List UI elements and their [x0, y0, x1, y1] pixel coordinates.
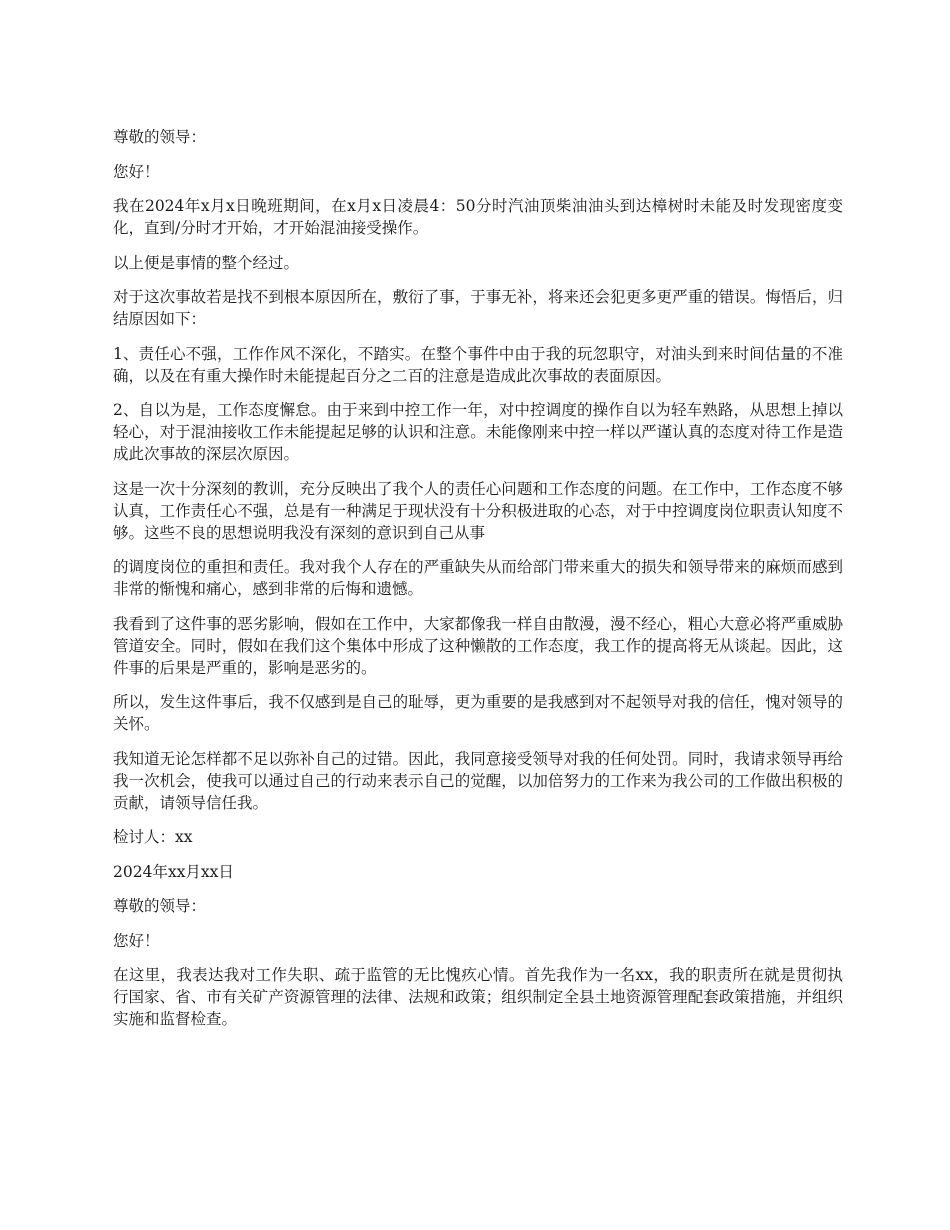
paragraph-reason-2: 2、自以为是，工作态度懈怠。由于来到中控工作一年，对中控调度的操作自以为轻车熟路，从思想上掉以轻心，对于混油接收工作未能提起足够的认识和注意。未能像刚来中控一样以严谨认真的态度对待工作是造成此次事故的深层次原因。: [113, 401, 843, 463]
salutation-second: 尊敬的领导：: [113, 897, 207, 915]
paragraph-second-letter: 在这里，我表达我对工作失职、疏于监管的无比愧疚心情。首先我作为一名xx，我的职责所在就是贯彻执行国家、省、市有关矿产资源管理的法律、法规和政策；组织制定全县土地资源管理配套政策措施，并组织实施和监督检查。: [113, 966, 843, 1028]
greeting-second: 您好！: [113, 931, 160, 950]
document-body: [113, 126, 843, 1043]
salutation: 尊敬的领导：: [113, 128, 207, 146]
date-line: 2024年xx月xx日: [113, 862, 234, 881]
paragraph-reason-1: 1、责任心不强，工作作风不深化，不踏实。在整个事件中由于我的玩忽职守，对油头到来时间估量的不准确，以及在有重大操作时未能提起百分之二百的注意是造成此次事故的表面原因。: [113, 344, 843, 385]
signature-line: 检讨人：xx: [113, 828, 193, 846]
paragraph-request: 我知道无论怎样都不足以弥补自己的过错。因此，我同意接受领导对我的任何处罚。同时，我请求领导再给我一次机会，使我可以通过自己的行动来表示自己的觉醒，以加倍努力的工作来为我公司的工作做出积极的贡献，请领导信任我。: [113, 749, 843, 812]
paragraph-shame: 所以，发生这件事后，我不仅感到是自己的耻辱，更为重要的是我感到对不起领导对我的信任，愧对领导的关怀。: [113, 693, 843, 733]
paragraph-lesson: 这是一次十分深刻的教训，充分反映出了我个人的责任心问题和工作态度的问题。在工作中，工作态度不够认真，工作责任心不强，总是有一种满足于现状没有十分积极进取的心态，对于中控调度岗位职责认知度不够。这些不良的思想说明我没有深刻的意识到自己从事: [113, 479, 843, 542]
paragraph-lesson-continued: 的调度岗位的重担和责任。我对我个人存在的严重缺失从而给部门带来重大的损失和领导带来的麻烦而感到非常的惭愧和痛心，感到非常的后悔和遗憾。: [113, 558, 843, 598]
paragraph-impact: 我看到了这件事的恶劣影响，假如在工作中，大家都像我一样自由散漫，漫不经心，粗心大意必将严重威胁管道安全。同时，假如在我们这个集体中形成了这种懒散的工作态度，我工作的提高将无从谈起。因此，这件事的后果是严重的，影响是恶劣的。: [113, 614, 843, 677]
paragraph-incident: 我在2024年x月x日晚班期间，在x月x日凌晨4：50分时汽油顶柴油油头到达樟树时未能及时发现密度变化，直到/分时才开始，才开始混油接受操作。: [113, 197, 843, 237]
greeting: 您好！: [113, 162, 160, 181]
paragraph-reasons-intro: 对于这次事故若是找不到根本原因所在，敷衍了事，于事无补，将来还会犯更多更严重的错误。悔悟后，归结原因如下：: [113, 288, 843, 328]
paragraph-summary: 以上便是事情的整个经过。: [113, 253, 300, 272]
